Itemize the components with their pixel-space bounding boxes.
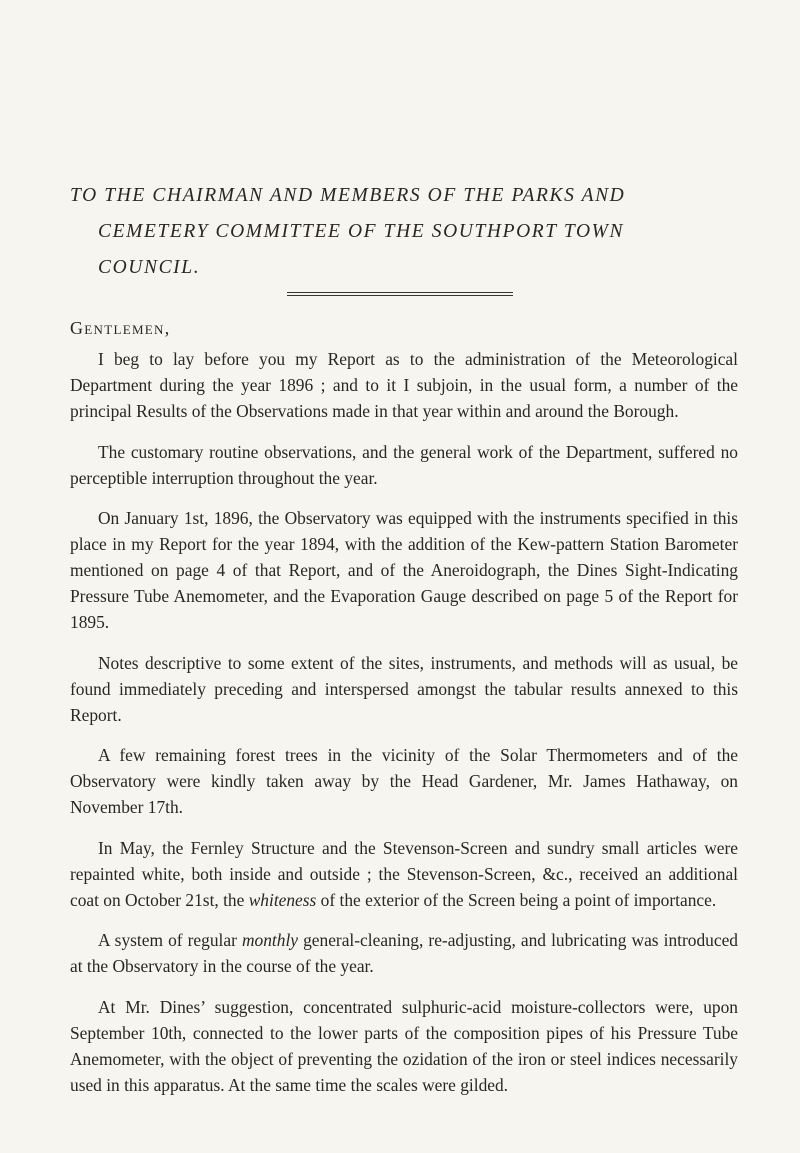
salutation: Gentlemen, <box>70 318 171 338</box>
paragraph-repainting <box>70 835 738 913</box>
paragraph-notes: Notes descriptive to some extent of the sites, instruments, and methods will as usual, be found immediately preceding and interspersed amongst the tabular results annexed to this Report. <box>70 652 738 725</box>
paragraph-repainting-text-b: of the exterior of the Screen being a point of importance. <box>316 889 717 910</box>
paragraph-cleaning <box>70 927 738 979</box>
heading-line-2: CEMETERY COMMITTEE OF THE SOUTHPORT TOWN <box>98 221 625 242</box>
paragraph-report-intro: I beg to lay before you my Report as to the administration of the Meteorological Department during the year 1896 ; and to it I subjoin, in the usual form, a number of the principal Results of the Observations made in that year within and around the Borough. <box>70 349 738 421</box>
emphasis-whiteness: whiteness <box>248 889 317 910</box>
heading-line-3: COUNCIL. <box>98 257 201 278</box>
report-body <box>70 346 738 1112</box>
paragraph-cleaning-text-b: general-cleaning, re-adjusting, and lubricating was introduced at the Observatory in the course of the year. <box>70 930 739 976</box>
paragraph-moisture-collectors: At Mr. Dines’ suggestion, concentrated sulphuric-acid moisture-collectors were, upon September 10th, connected to the lower parts of the composition pipes of his Pressure Tube Anemometer, with the object of preventing the ozidation of the iron or steel indices necessarily used in this apparatus. At the same time the scales were gilded. <box>70 996 738 1095</box>
emphasis-monthly: monthly <box>241 930 299 950</box>
paragraph-forest-trees: A few remaining forest trees in the vicinity of the Solar Thermometers and of the Observatory were kindly taken away by the Head Gardener, Mr. James Hathaway, on November 17th. <box>70 745 738 817</box>
address-heading <box>70 178 770 286</box>
double-rule-divider <box>287 292 513 297</box>
heading-line-1: TO THE CHAIRMAN AND MEMBERS OF THE PARKS AND <box>70 185 626 206</box>
paragraph-routine-observations: The customary routine observations, and the general work of the Department, suffered no perceptible interruption throughout the year. <box>70 441 738 488</box>
paragraph-cleaning-text-a: A system of regular <box>98 930 242 950</box>
paragraph-instruments: On January 1st, 1896, the Observatory was equipped with the instruments specified in this place in my Report for the year 1894, with the addition of the Kew-pattern Station Barometer mentioned on page 4 of that Report, and of the Aneroidograph, the Dines Sight-Indicating Pressure Tube Anemometer, and the Evaporation Gauge described on page 5 of the Report for 1895. <box>70 508 738 632</box>
paragraph-repainting-text-a: In May, the Fernley Structure and the Stevenson-Screen and sundry small articles were repainted white, both inside and outside ; the Stevenson-Screen, &c., received an additional coat on October 21st, the <box>70 837 738 910</box>
